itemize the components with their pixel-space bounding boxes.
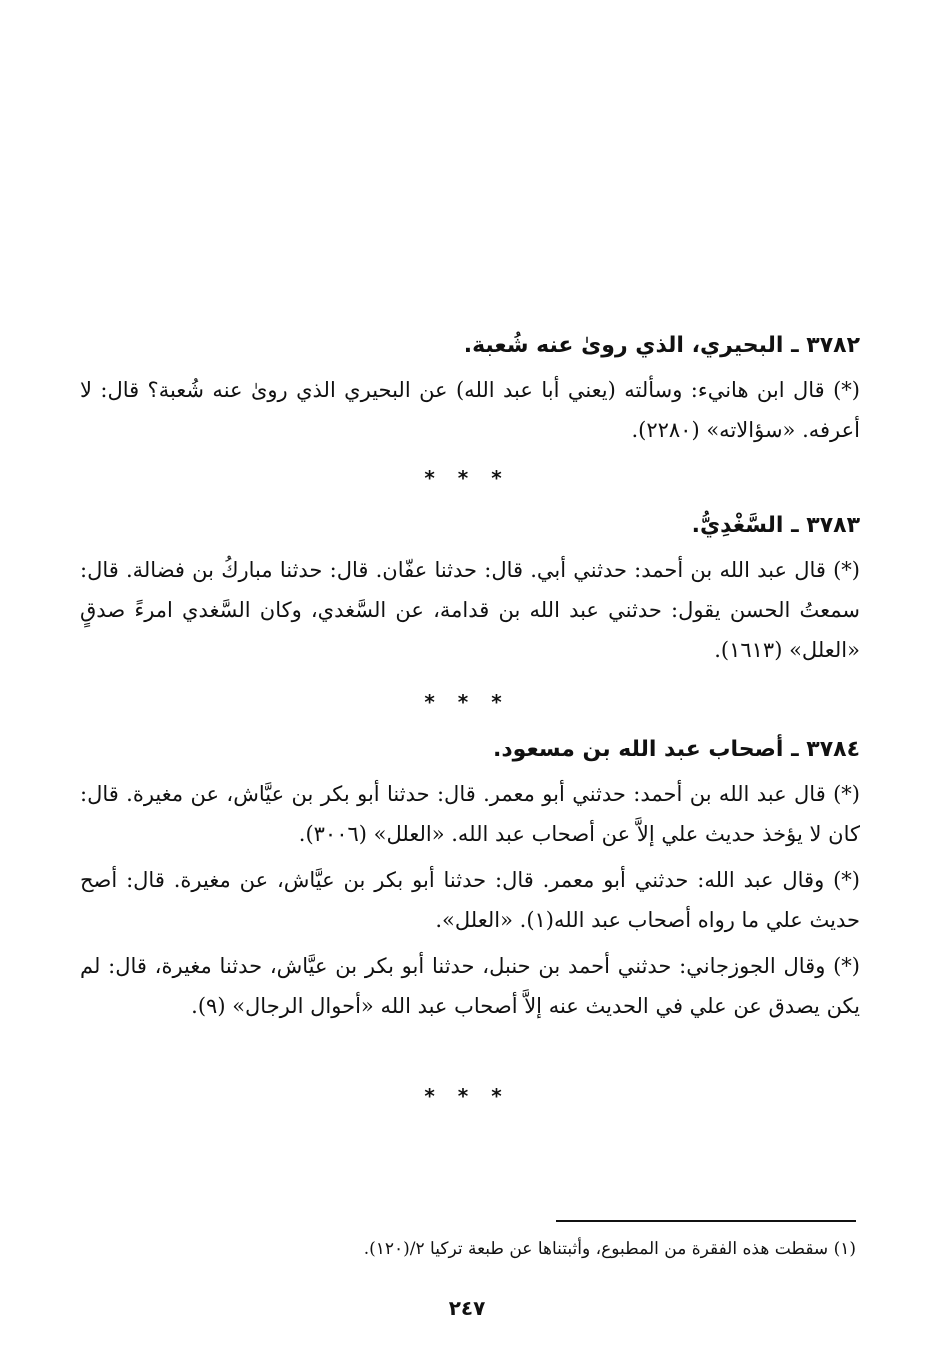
entry-3783: [80, 508, 860, 676]
entry-paragraph: (*) وقال الجوزجاني: حدثني أحمد بن حنبل، حدثنا أبو بكر بن عيَّاش، حدثنا مغيرة، قال: لم يكن يصدق عن علي في الحديث عنه إلاَّ أصحاب عبد الله «أحوال الرجال» (٩).: [80, 954, 860, 1018]
entry-heading: ٣٧٨٣ ـ السَّغْدِيُّ.: [691, 513, 860, 538]
footnote: (١) سقطت هذه الفقرة من المطبوع، وأثبتناها عن طبعة تركيا ٢/(١٢٠).: [363, 1239, 856, 1259]
footnote-rule: [556, 1220, 856, 1222]
entry-3784: [80, 732, 860, 1032]
section-separator: * * *: [424, 1084, 510, 1108]
entry-heading: ٣٧٨٤ ـ أصحاب عبد الله بن مسعود.: [493, 737, 860, 762]
section-separator: * * *: [424, 690, 510, 714]
entry-paragraph: (*) وقال عبد الله: حدثني أبو معمر. قال: حدثنا أبو بكر بن عيَّاش، عن مغيرة. قال: أصح حديث علي ما رواه أصحاب عبد الله(١). «العلل».: [80, 868, 860, 932]
section-separator: * * *: [424, 466, 510, 490]
entry-paragraph: (*) قال ابن هانيء: وسألته (يعني أبا عبد الله) عن البحيري الذي روىٰ عنه شُعبة؟ قال: لا أعرفه. «سؤالاته» (٢٢٨٠).: [80, 378, 860, 442]
entry-heading: ٣٧٨٢ ـ البحيري، الذي روىٰ عنه شُعبة.: [463, 333, 860, 358]
entry-paragraph: (*) قال عبد الله بن أحمد: حدثني أبي. قال: حدثنا عفّان. قال: حدثنا مباركُ بن فضالة. قال: سمعتُ الحسن يقول: حدثني عبد الله بن قدامة، عن السَّغدي، وكان السَّغدي امرءً صدقٍ «العلل» (١٦١٣).: [80, 558, 860, 662]
page-number: ٢٤٧: [448, 1296, 486, 1320]
entry-paragraph: (*) قال عبد الله بن أحمد: حدثني أبو معمر. قال: حدثنا أبو بكر بن عيَّاش، عن مغيرة. قال: كان لا يؤخذ حديث علي إلاَّ عن أصحاب عبد الله. «العلل» (٣٠٠٦).: [80, 782, 860, 846]
entry-3782: [80, 328, 860, 456]
